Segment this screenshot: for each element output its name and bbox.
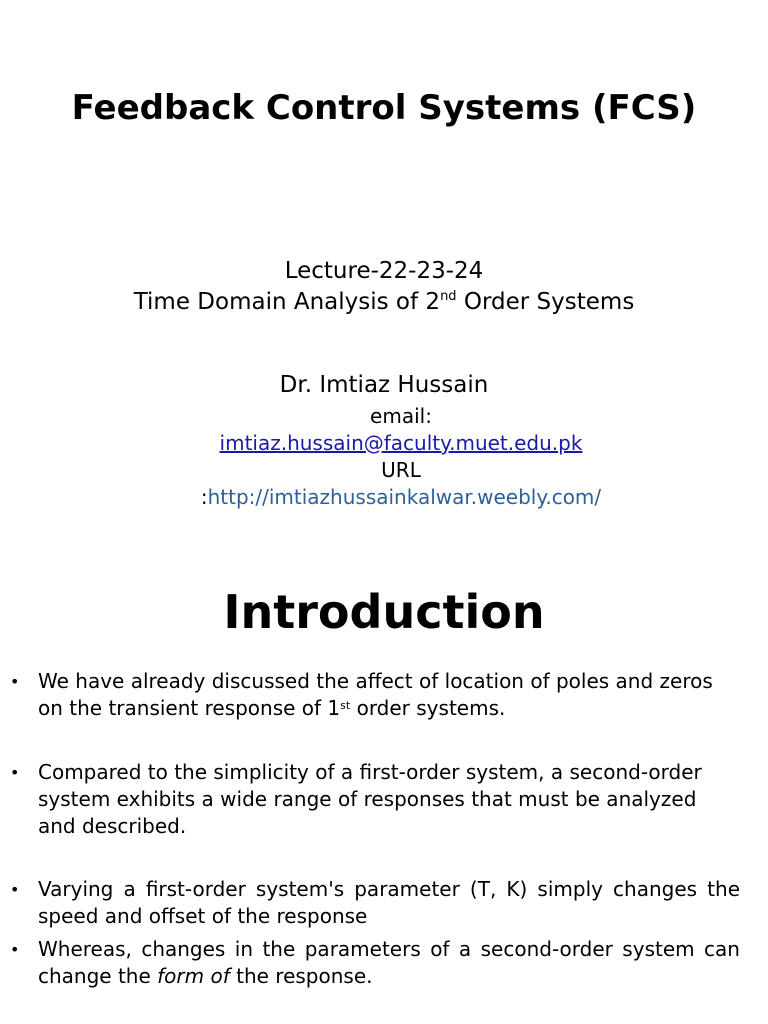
list-item (10, 668, 740, 722)
emphasis-text: form of (157, 964, 230, 988)
author-name: Dr. Imtiaz Hussain (279, 372, 489, 398)
list-item (10, 936, 740, 990)
slide-title: Feedback Control Systems (FCS) (71, 88, 697, 128)
url-label: URL (381, 458, 421, 482)
email-label: email: (370, 404, 432, 428)
lecture-subtitle (0, 256, 768, 318)
bullet-text: Whereas, changes in the parameters of a second-order system can change the form of the response. (38, 937, 740, 988)
bullet-icon: • (10, 672, 20, 691)
bullet-text: Varying a first-order system's parameter (T, K) simply changes the speed and offset of the response (38, 877, 740, 928)
list-item (10, 876, 740, 930)
list-item (10, 759, 740, 840)
url-link[interactable]: http://imtiazhussainkalwar.weebly.com/ (207, 485, 602, 509)
email-link[interactable]: imtiaz.hussain@faculty.muet.edu.pk (219, 431, 583, 455)
ordinal-superscript: st (340, 699, 351, 712)
bullet-icon: • (10, 763, 20, 782)
slide-title: Introduction (223, 585, 545, 639)
url-prefix: : (200, 485, 208, 509)
topic-superscript: nd (440, 289, 457, 304)
bullet-icon: • (10, 880, 20, 899)
bullet-text: We have already discussed the affect of location of poles and zeros on the transient response of 1st order systems. (38, 669, 713, 720)
contact-info (184, 403, 618, 511)
lecture-number: Lecture-22-23-24 (284, 258, 484, 284)
topic-text-post: Order Systems (456, 289, 635, 315)
topic-text-pre: Time Domain Analysis of 2 (133, 289, 441, 315)
bullet-text: Compared to the simplicity of a first-order system, a second-order system exhibits a wide range of responses that must be analyzed and described. (38, 760, 702, 838)
lecture-topic (0, 287, 768, 318)
bullet-icon: • (10, 940, 20, 959)
introduction-slide (0, 560, 768, 1024)
